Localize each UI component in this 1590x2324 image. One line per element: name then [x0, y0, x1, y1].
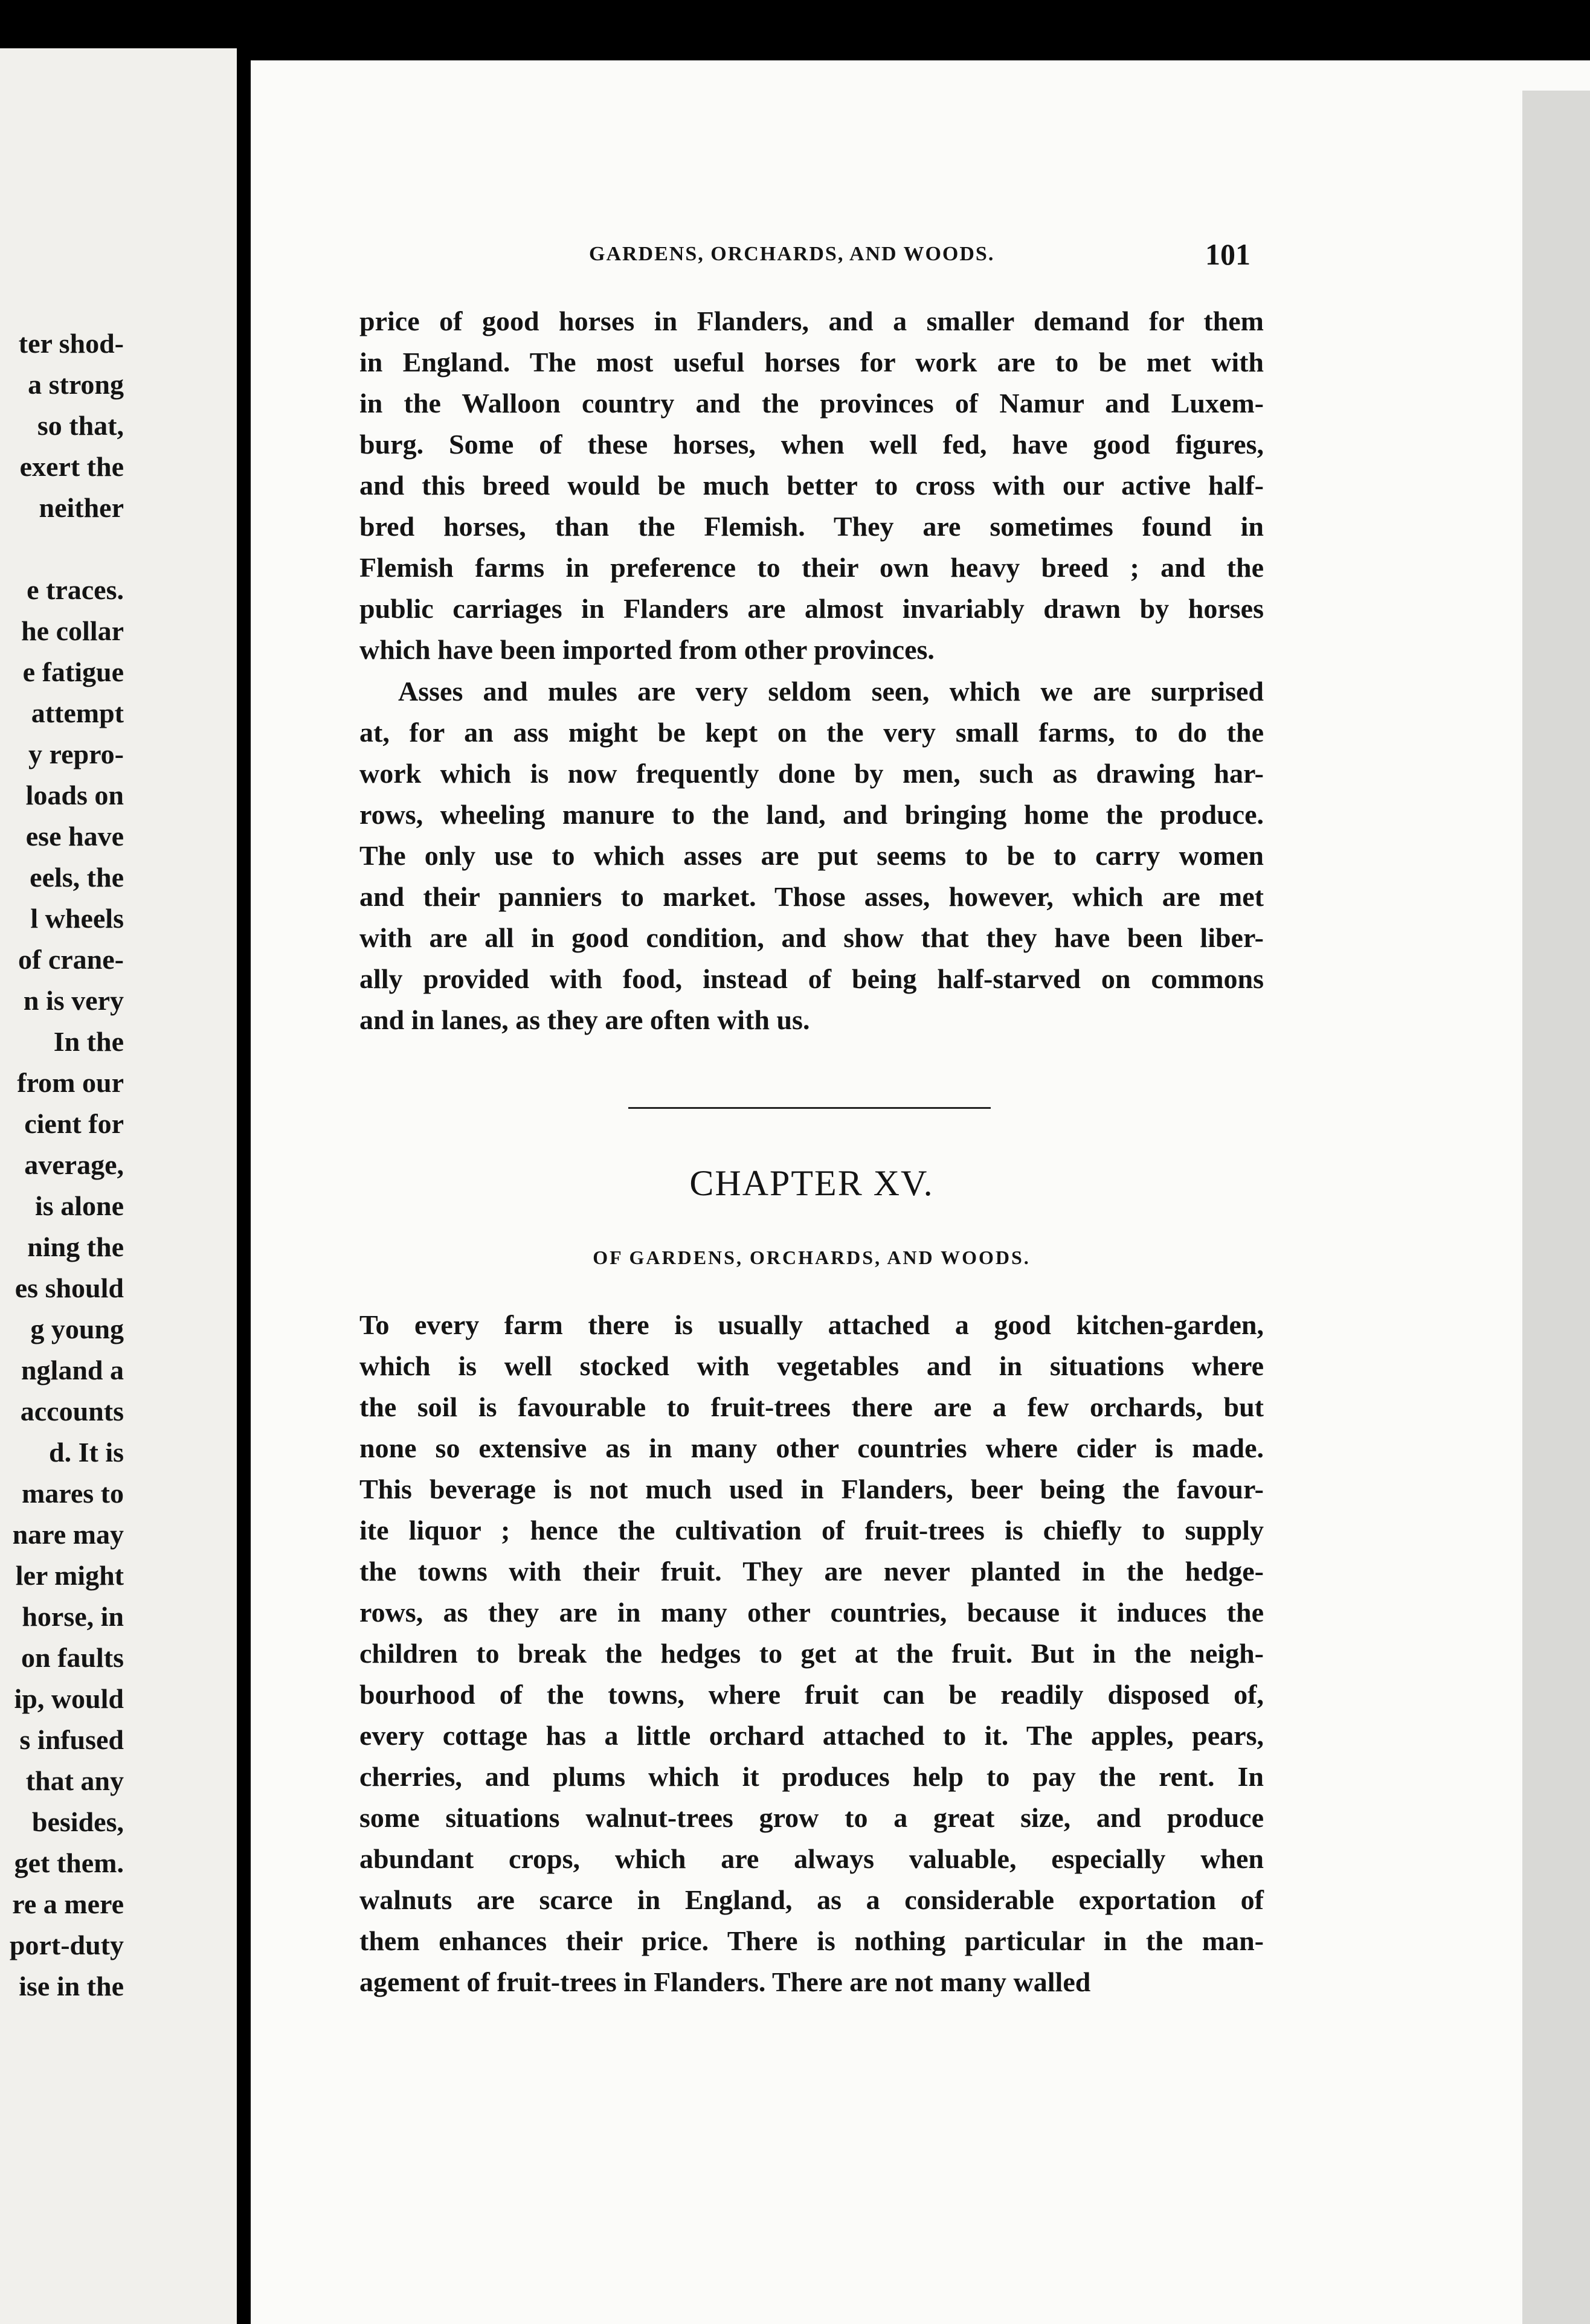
- left-page-fragment: l wheels: [30, 903, 124, 934]
- text-line: ally provided with food, instead of being half-starved on commons: [359, 963, 1264, 994]
- left-page: [0, 48, 237, 2324]
- text-line: bourhood of the towns, where fruit can be readily disposed of,: [359, 1679, 1264, 1710]
- left-page-fragment: g young: [30, 1314, 124, 1344]
- left-page-fragment: so that,: [37, 410, 124, 441]
- text-line: which is well stocked with vegetables and in situations where: [359, 1350, 1264, 1381]
- text-line: the towns with their fruit. They are never planted in the hedge-: [359, 1556, 1264, 1587]
- left-page-fragment: e fatigue: [22, 656, 124, 687]
- text-line: This beverage is not much used in Flanders, beer being the favour-: [359, 1474, 1264, 1504]
- left-page-fragment: d. It is: [49, 1437, 124, 1468]
- text-line: cherries, and plums which it produces help to pay the rent. In: [359, 1761, 1264, 1792]
- left-page-fragment: horse, in: [22, 1601, 124, 1632]
- paragraph-3: [359, 1305, 1264, 2003]
- text-line: price of good horses in Flanders, and a smaller demand for them: [359, 306, 1264, 336]
- left-page-fragment: on faults: [21, 1642, 124, 1673]
- left-page-fragment: from our: [17, 1067, 124, 1098]
- left-page-fragment: attempt: [31, 698, 124, 728]
- paragraph-2: [359, 671, 1264, 1041]
- left-page-fragment: In the: [53, 1026, 124, 1057]
- paragraph-1: [359, 301, 1264, 670]
- text-line: The only use to which asses are put seems to be to carry women: [359, 840, 1264, 871]
- text-line: and this breed would be much better to cross with our active half-: [359, 470, 1264, 501]
- left-page-fragment: eels, the: [30, 862, 124, 893]
- left-page-fragment: e traces.: [27, 574, 124, 605]
- text-line: Flemish farms in preference to their own heavy breed ; and the: [359, 552, 1264, 583]
- left-page-fragment: ngland a: [21, 1355, 124, 1385]
- text-line: bred horses, than the Flemish. They are sometimes found in: [359, 511, 1264, 542]
- left-page-fragment: that any: [25, 1765, 124, 1796]
- left-page-fragment: loads on: [25, 780, 124, 811]
- text-line: in England. The most useful horses for work are to be met with: [359, 347, 1264, 377]
- text-line: abundant crops, which are always valuable, especially when: [359, 1843, 1264, 1874]
- page-edge: [1522, 91, 1590, 2324]
- text-line: walnuts are scarce in England, as a considerable exportation of: [359, 1884, 1264, 1915]
- left-page-fragment: ese have: [25, 821, 124, 852]
- section-divider: [628, 1107, 991, 1109]
- left-page-fragment: n is very: [23, 985, 124, 1016]
- text-line: children to break the hedges to get at the fruit. But in the neigh-: [359, 1638, 1264, 1669]
- left-page-fragment: is alone: [35, 1190, 124, 1221]
- left-page-fragment: nare may: [12, 1519, 124, 1550]
- left-page-fragment: a strong: [28, 369, 124, 400]
- left-page-fragment: of crane-: [18, 944, 124, 975]
- left-page-fragment: re a mere: [12, 1889, 124, 1919]
- text-line: them enhances their price. There is nothing particular in the man-: [359, 1925, 1264, 1956]
- left-page-fragment: average,: [24, 1149, 124, 1180]
- left-page-fragment: ler might: [15, 1560, 124, 1591]
- left-page-fragment: port-duty: [9, 1930, 124, 1960]
- left-page-text-fragments: [0, 323, 124, 2007]
- text-line: public carriages in Flanders are almost invariably drawn by horses: [359, 593, 1264, 624]
- text-line: and in lanes, as they are often with us.: [359, 1004, 810, 1035]
- left-page-fragment: get them.: [14, 1847, 124, 1878]
- left-page-fragment: s infused: [19, 1724, 124, 1755]
- text-line: burg. Some of these horses, when well fed, have good figures,: [359, 429, 1264, 460]
- left-page-fragment: cient for: [24, 1108, 124, 1139]
- left-page-fragment: besides,: [31, 1806, 124, 1837]
- text-line: agement of fruit-trees in Flanders. There are not many walled: [359, 1966, 1091, 1997]
- text-line: rows, wheeling manure to the land, and bringing home the produce.: [359, 799, 1264, 830]
- left-page-fragment: he collar: [21, 615, 124, 646]
- text-line: none so extensive as in many other countries where cider is made.: [359, 1433, 1264, 1463]
- left-page-fragment: accounts: [20, 1396, 124, 1427]
- text-line: Asses and mules are very seldom seen, which we are surprised: [398, 676, 1264, 707]
- page-number: 101: [1205, 237, 1250, 271]
- running-head: GARDENS, ORCHARDS, AND WOODS.: [589, 243, 995, 265]
- chapter-heading: CHAPTER XV.: [689, 1163, 934, 1203]
- left-page-fragment: exert the: [19, 451, 124, 482]
- left-page-fragment: ise in the: [19, 1971, 124, 2001]
- text-line: at, for an ass might be kept on the very small farms, to do the: [359, 717, 1264, 748]
- left-page-fragment: neither: [39, 492, 124, 523]
- text-line: To every farm there is usually attached a good kitchen-garden,: [359, 1309, 1264, 1340]
- text-line: some situations walnut-trees grow to a great size, and produce: [359, 1802, 1264, 1833]
- chapter-subheading: OF GARDENS, ORCHARDS, AND WOODS.: [593, 1247, 1031, 1268]
- left-page-fragment: y repro-: [28, 739, 124, 769]
- text-line: and their panniers to market. Those asses, however, which are met: [359, 881, 1264, 912]
- text-line: which have been imported from other provinces.: [359, 634, 935, 665]
- left-page-fragment: [0, 528, 124, 570]
- text-line: every cottage has a little orchard attached to it. The apples, pears,: [359, 1720, 1264, 1751]
- text-line: the soil is favourable to fruit-trees there are a few orchards, but: [359, 1392, 1264, 1422]
- text-line: ite liquor ; hence the cultivation of fruit-trees is chiefly to supply: [359, 1515, 1264, 1546]
- left-page-fragment: es should: [14, 1273, 124, 1303]
- left-page-fragment: mares to: [21, 1478, 124, 1509]
- left-page-fragment: ter shod-: [18, 328, 124, 359]
- text-line: rows, as they are in many other countries, because it induces the: [359, 1597, 1264, 1628]
- text-line: in the Walloon country and the provinces of Namur and Luxem-: [359, 388, 1264, 419]
- text-line: work which is now frequently done by men, such as drawing har-: [359, 758, 1264, 789]
- left-page-fragment: ip, would: [14, 1683, 124, 1714]
- text-line: with are all in good condition, and show that they have been liber-: [359, 922, 1264, 953]
- left-page-fragment: ning the: [27, 1231, 124, 1262]
